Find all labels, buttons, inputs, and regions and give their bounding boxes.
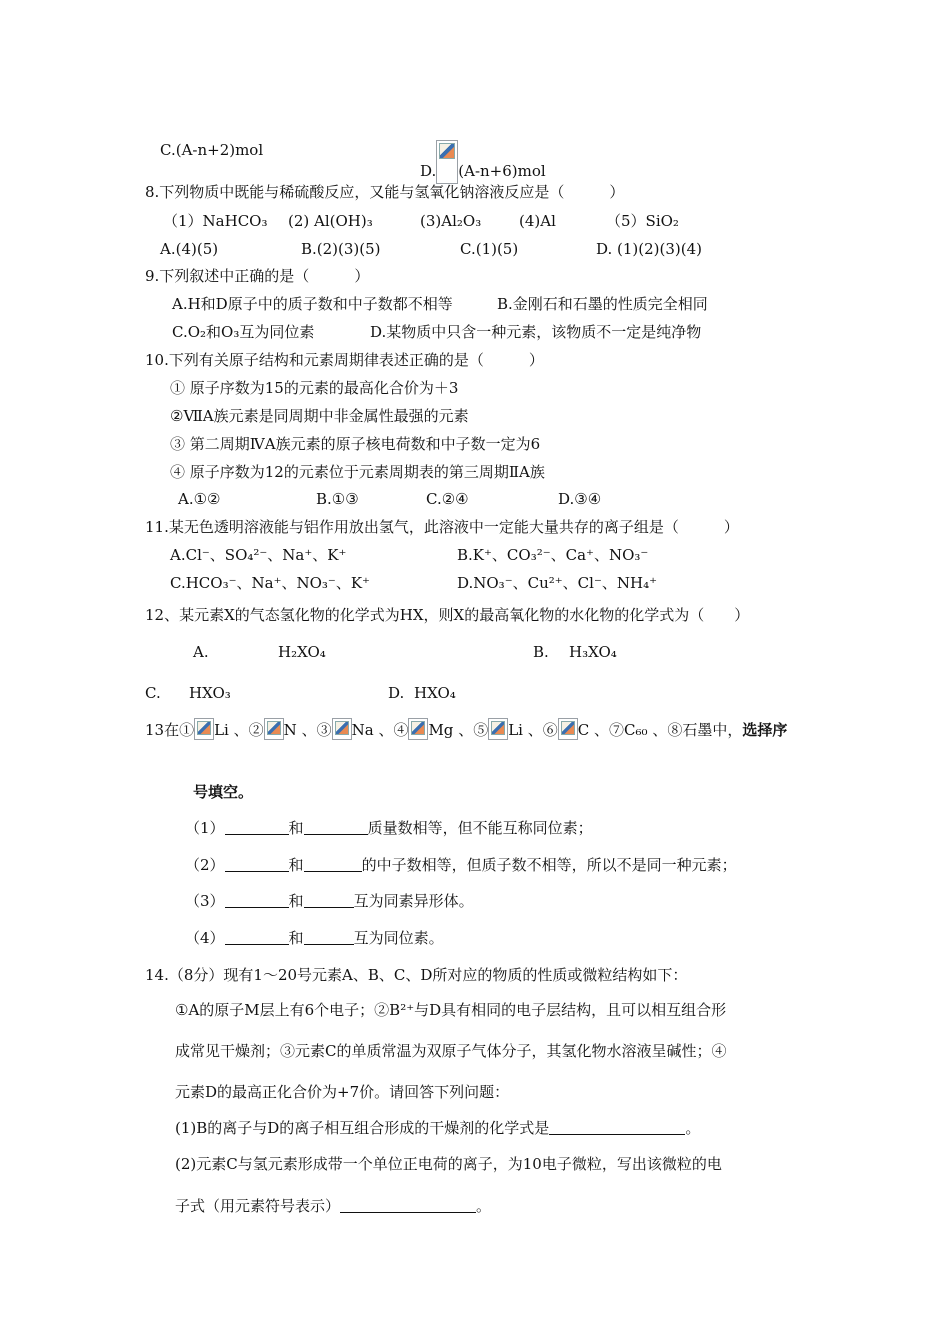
q8-item-2: (2) Al(OH)₃ [288, 212, 373, 230]
answer-blank[interactable] [225, 891, 289, 908]
answer-blank[interactable] [225, 928, 289, 945]
answer-blank[interactable] [225, 818, 289, 835]
q8-option-d: D. (1)(2)(3)(4) [596, 240, 703, 258]
q13-sub3-num: （3） [185, 892, 225, 910]
q13-sub1-tail: 质量数相等，但不能互称同位素； [367, 819, 593, 837]
q8-item-5: （5）SiO₂ [606, 212, 679, 230]
answer-blank[interactable] [549, 1120, 685, 1135]
q10-item-4: ④ 原子序数为12的元素位于元素周期表的第三周期ⅡA族 [170, 463, 545, 481]
q14-line-3: 元素D的最高正化合价为+7价。请回答下列问题： [175, 1083, 510, 1101]
q13-sep: 、③ [301, 721, 332, 739]
q14-part-2-line-2 [175, 1196, 491, 1216]
q14-stem: 14.（8分）现有1～20号元素A、B、C、D所对应的物质的性质或微粒结构如下： [145, 966, 688, 984]
q13-sub3-tail: 互为同素异形体。 [353, 892, 474, 910]
q13-bold-tail: 选择序 [742, 721, 788, 739]
q13-sub3-and: 和 [288, 892, 304, 910]
q12-option-a-label: A. [193, 643, 209, 661]
q11-option-d: D.NO₃⁻、Cu²⁺、Cl⁻、NH₄⁺ [457, 574, 658, 592]
q13-sub2-num: （2） [185, 856, 225, 874]
answer-blank[interactable] [225, 855, 289, 872]
q14-part-1-end: 。 [685, 1119, 701, 1137]
q13-bold-line2: 号填空。 [193, 783, 254, 801]
q13-n: N [283, 721, 297, 739]
broken-image-icon [488, 718, 508, 740]
q7-option-c: C.(A-n+2)mol [160, 141, 264, 159]
q11-stem: 11.某无色透明溶液能与铝作用放出氢气，此溶液中一定能大量共存的离子组是（ ） [145, 518, 739, 536]
q13-sub3 [185, 891, 474, 911]
broken-image-icon [194, 718, 214, 740]
q7-option-d-text: (A-n+6)mol [458, 162, 546, 180]
q8-option-c: C.(1)(5) [460, 240, 519, 258]
q9-option-c: C.O₂和O₃互为同位素 [172, 323, 315, 341]
q11-option-b: B.K⁺、CO₃²⁻、Ca⁺、NO₃⁻ [457, 546, 649, 564]
q12-option-d [388, 683, 456, 703]
q13-sub1-num: （1） [185, 819, 225, 837]
q9-option-d: D.某物质中只含一种元素，该物质不一定是纯净物 [370, 323, 702, 341]
q7-option-d-label: D. [420, 162, 437, 180]
q10-stem: 10.下列有关原子结构和元素周期律表述正确的是（ ） [145, 351, 544, 369]
q10-item-3: ③ 第二周期ⅣA族元素的原子核电荷数和中子数一定为6 [170, 435, 541, 453]
q12-option-d-text: HXO₄ [414, 684, 456, 702]
q13-sub4-and: 和 [288, 929, 304, 947]
q11-option-c: C.HCO₃⁻、Na⁺、NO₃⁻、K⁺ [170, 574, 370, 592]
q12-option-a-text: H₂XO₄ [278, 643, 326, 661]
q11-option-a: A.Cl⁻、SO₄²⁻、Na⁺、K⁺ [170, 546, 347, 564]
answer-blank[interactable] [304, 855, 362, 872]
q12-option-a [193, 642, 326, 662]
q12-option-b [533, 642, 617, 662]
q14-line-1: ①A的原子M层上有6个电子；②B²⁺与D具有相同的电子层结构，且可以相互组合形 [175, 1001, 727, 1019]
q12-option-c [145, 683, 231, 703]
q8-item-4: (4)Al [519, 212, 556, 230]
q8-option-b: B.(2)(3)(5) [301, 240, 381, 258]
q13-sub1 [185, 818, 593, 838]
q8-item-1: （1）NaHCO₃ [163, 212, 268, 230]
q13-sub2-and: 和 [288, 856, 304, 874]
q14-part-2-text: 子式（用元素符号表示） [175, 1197, 341, 1215]
broken-image-icon [408, 718, 428, 740]
answer-blank[interactable] [304, 818, 368, 835]
q14-part-1-text: (1)B的离子与D的离子相互组合形成的干燥剂的化学式是 [175, 1119, 550, 1137]
q9-stem: 9.下列叙述中正确的是（ ） [145, 267, 370, 285]
q8-option-a: A.(4)(5) [160, 240, 219, 258]
q13-prefix: 13在① [145, 721, 195, 739]
q14-part-2-end: 。 [476, 1197, 492, 1215]
q10-item-1: ① 原子序数为15的元素的最高化合价为＋3 [170, 379, 459, 397]
q10-item-2: ②ⅦA族元素是同周期中非金属性最强的元素 [170, 407, 469, 425]
q14-part-2-line-1: (2)元素C与氢元素形成带一个单位正电荷的离子，为10电子微粒，写出该微粒的电 [175, 1155, 722, 1173]
q13-graphite: 、⑧石墨中， [652, 721, 743, 739]
broken-image-icon [436, 140, 458, 184]
q14-part-1 [175, 1118, 700, 1138]
q13-sub2-tail: 的中子数相等，但质子数不相等，所以不是同一种元素； [361, 856, 737, 874]
q13-mg: Mg [428, 721, 454, 739]
q12-option-b-label: B. [533, 643, 549, 661]
broken-image-icon [332, 718, 352, 740]
q13-c: C [577, 721, 590, 739]
q13-sub4-num: （4） [185, 929, 225, 947]
q12-option-b-text: H₃XO₄ [569, 643, 617, 661]
q14-line-2: 成常见干燥剂；③元素C的单质常温为双原子气体分子，其氢化物水溶液呈碱性；④ [175, 1042, 727, 1060]
answer-blank[interactable] [304, 891, 354, 908]
q8-stem: 8.下列物质中既能与稀硫酸反应，又能与氢氧化钠溶液反应是（ ） [145, 183, 625, 201]
q13-sep: 、② [233, 721, 264, 739]
answer-blank[interactable] [304, 928, 354, 945]
q10-option-d: D.③④ [558, 490, 602, 508]
q12-stem: 12、某元素X的气态氢化物的化学式为HX，则X的最高氧化物的水化物的化学式为（ ） [145, 606, 750, 624]
q13-sep: 、⑤ [458, 721, 489, 739]
q13-sub1-and: 和 [288, 819, 304, 837]
q10-option-a: A.①② [178, 490, 221, 508]
broken-image-icon [264, 718, 284, 740]
q12-option-c-text: HXO₃ [189, 684, 231, 702]
q13-sub4 [185, 928, 444, 948]
q13-c60: 、⑦C₆₀ [594, 721, 648, 739]
q13-stem [145, 718, 787, 740]
q13-na: Na [351, 721, 374, 739]
q7-option-d [420, 140, 546, 184]
q9-option-b: B.金刚石和石墨的性质完全相同 [497, 295, 708, 313]
q13-li2: Li [508, 721, 523, 739]
q8-item-3: (3)Al₂O₃ [420, 212, 482, 230]
q13-sep: 、⑥ [527, 721, 558, 739]
q12-option-c-label: C. [145, 684, 161, 702]
answer-blank[interactable] [340, 1198, 476, 1213]
q10-option-c: C.②④ [426, 490, 469, 508]
broken-image-icon [558, 718, 578, 740]
q13-sub2 [185, 855, 737, 875]
q13-sub4-tail: 互为同位素。 [353, 929, 444, 947]
q13-sep: 、④ [378, 721, 409, 739]
q9-option-a: A.H和D原子中的质子数和中子数都不相等 [172, 295, 453, 313]
q13-li: Li [214, 721, 229, 739]
q12-option-d-label: D. [388, 684, 405, 702]
q10-option-b: B.①③ [316, 490, 359, 508]
